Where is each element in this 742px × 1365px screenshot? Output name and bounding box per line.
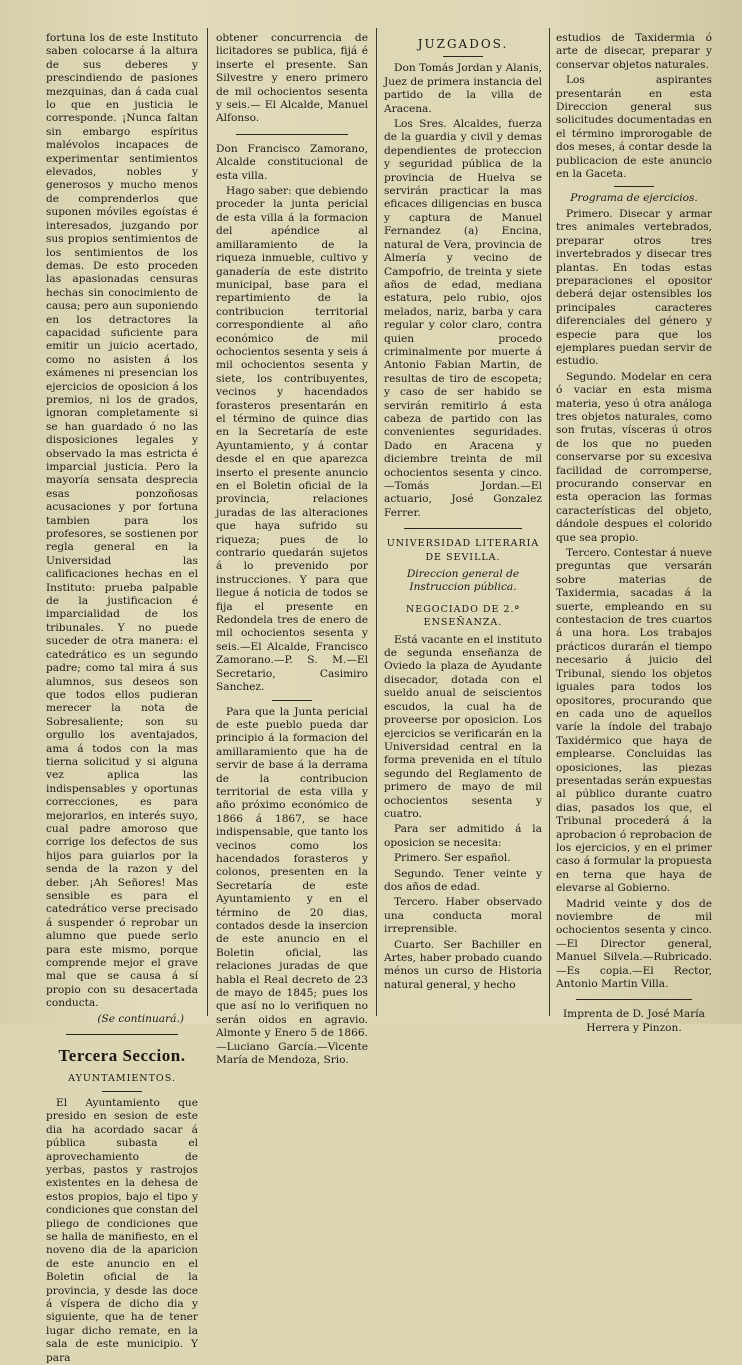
divider xyxy=(614,186,654,187)
column-1 xyxy=(46,32,198,1364)
continuation-note: (Se continuará.) xyxy=(97,1012,184,1025)
requisitos-intro: Para ser admitido á la oposicion se necesita: xyxy=(384,823,542,849)
divider xyxy=(443,56,483,57)
column-2 xyxy=(216,32,368,1067)
programa-heading: Programa de ejercicios. xyxy=(570,192,698,205)
requisito-1: Primero. Ser español. xyxy=(394,852,511,865)
ejercicio-2: Segundo. Modelar en cera ó vaciar en esta misma materia, yeso ú otra análoga tres objetos naturales, como son frutas, vísceras ú otros de los que no pueden conservarse por su excesiva facilidad de corromperse, procurando conservar en esta operacion las formas características del objeto, dándole despues el colorido que sea propio. xyxy=(556,370,712,544)
requisito-2: Segundo. Tener veinte y dos años de edad. xyxy=(384,867,542,893)
ejercicio-3: Tercero. Contestar á nueve preguntas que versarán sobre materias de Taxidermia, sacadas á la suerte, empleando en su contestacion de tres cuartos á una hora. Los trabajos prácticos durarán el tiempo necesario á juicio del Tribunal, siendo los objetos iguales para todos los opositores, procurando que en cada uno de aquellos varíe la índole del trabajo Taxidérmico que haya de emplearse. Concluidas las oposiciones, las piezas presentadas serán expuestas al público durante cuatro dias, pasados los que, el Tribunal procederá á la aprobacion ó reprobacion de los ejercicios, y en el primer caso á formular la propuesta en terna que haya de elevarse al Gobierno. xyxy=(556,547,712,895)
zamorano-header: Don Francisco Zamorano, Alcalde constitucional de esta villa. xyxy=(216,142,368,182)
divider xyxy=(236,134,348,135)
ejercicio-1: Primero. Disecar y armar tres animales vertebrados, preparar otros tres invertebrados y disecar tres plantas. En todas estas preparaciones el opositor deberá dejar ostensibles los principales caracteres diferenciales del género y especie para que los ejemplares puedan servir de estudio. xyxy=(556,207,712,368)
requisito-3: Tercero. Haber observado una conducta moral irreprensible. xyxy=(384,896,542,936)
subasta-notice: El Ayuntamiento que presido en sesion de este dia ha acordado sacar á pública subasta el aprovechamiento de yerbas, pastos y rastrojos existentes en la dehesa de estos propios, bajo el tipo y condiciones que constan del pliego de condiciones que se halla de manifiesto, en el noveno dia de la aparicion de este anuncio en el Boletin oficial de la provincia, y desde las doce á víspera de dicho dia y siguiente, que ha de tener lugar dicho remate, en la sala de este municipio. Y para xyxy=(46,1096,198,1364)
madrid-signoff: Madrid veinte y dos de noviembre de mil ochocientos sesenta y cinco.—El Director general, Manuel Silvela.—Rubricado.—Es copia.—El Rector, Antonio Martin Villa. xyxy=(556,897,712,991)
vacante-notice: Está vacante en el instituto de segunda enseñanza de Oviedo la plaza de Ayudante disecador, dotada con el sueldo anual de seiscientos escudos, la cual ha de proveerse por oposicion. Los ejercicios se verificarán en la Universidad central en la forma prevenida en el título segundo del Reglamento de primero de mayo de mil ochocientos sesenta y cuatro. xyxy=(384,633,542,820)
divider xyxy=(102,1091,142,1092)
section-title: Tercera Seccion. xyxy=(58,1046,186,1066)
column-divider xyxy=(207,28,208,1016)
requisito-4-continued: estudios de Taxidermia ó arte de disecar, preparar y conservar objetos naturales. xyxy=(556,32,712,71)
divider xyxy=(404,528,522,529)
instituto-text-continued: fortuna los de este Instituto saben colocarse á la altura de sus deberes y prescindiendo de pasiones mezquinas, dan á cada cual lo que en justicia le corresponde. ¡Nunca faltan sin embargo espíritus malévolos incapaces de experimentar sentimientos elevados, nobles y generosos y mucho menos de comprenderlos que suponen móviles egoístas é interesados, juzgando por sus propios sentimientos de los sentimientos de los demas. De esto proceden las apasionadas censuras hechas sin conocimiento de causa; pero aun suponiendo en los detractores la capacidad suficiente para emitir un juicio acertado, como no asisten á los exámenes ni presencian los ejercicios de oposicion á los premios, ni los de grados, ignoran completamente si se han guardado ó no las disposiciones legales y observado la mas estricta é imparcial justicia. Pero la mayoría sensata desprecia esas ponzoñosas acusaciones y por fortuna tambien para los profesores, se sostienen por regla general en la Universidad las calificaciones hechas en el Instituto: prueba palpable de la justificacion é imparcialidad de los tribunales. Y no puede suceder de otra manera: el catedrático es un segundo padre; como tal mira á sus alumnos, sus deseos son que todos ellos pudieran merecer la nota de Sobresaliente; son su orgullo los aventajados, ama á todos con la mas tierna solicitud y si alguna vez aplica las indispensables y oportunas correcciones, es para mejorarlos, en interés suyo, cual padre amoroso que corrige los defectos de sus hijos para guiarlos por la senda de la razon y del deber. ¡Ah Señores! Mas sensible es para el catedrático verse precisado á suspender ó reprobar un alumno que puede serlo para este mismo, porque comprende mejor el grave mal que se causa á sí propio con su desacertada conducta. xyxy=(46,32,198,1010)
san-silvestre-notice-end: obtener concurrencia de licitadores se publica, fijá é inserte el presente. San Silvestre y enero primero de mil ochocientos sesenta y seis.— El Alcalde, Manuel Alfonso. xyxy=(216,32,368,125)
divider xyxy=(272,700,312,701)
redondela-notice: Hago saber: que debiendo proceder la junta pericial de esta villa á la formacion del apéndice al amillaramiento de la riqueza inmueble, cultivo y ganadería de este distrito municipal, base para el repartimiento de la contribucion territorial correspondiente al año económico de mil ochocientos sesenta y seis á mil ochocientos sesenta y siete, los contribuyentes, vecinos y hacendados forasteros presentarán en el término de quince dias en la Secretaría de este Ayuntamiento, y á contar desde el en que aparezca inserto el presente anuncio en el Boletin oficial de la provincia, relaciones juradas de las alteraciones que haya sufrido su riqueza; pues de lo contrario quedarán sujetos á lo prevenido por instrucciones. Y para que llegue á noticia de todos se fija el presente en Redondela tres de enero de mil ochocientos sesenta y seis.—El Alcalde, Francisco Zamorano.—P. S. M.—El Secretario, Casimiro Sanchez. xyxy=(216,185,368,694)
juez-header: Don Tomás Jordan y Alanis, Juez de primera instancia del partido de la villa de Aracena. xyxy=(384,62,542,115)
captura-notice: Los Sres. Alcaldes, fuerza de la guardia y civil y demas dependientes de proteccion y seguridad pública de la provincia de Huelva se servirán practicar la mas eficaces diligencias en busca y captura de Manuel Fernandez (a) Encina, natural de Vera, provincia de Almería y vecino de Campofrio, de treinta y siete años de edad, mediana estatura, pelo rubio, ojos melados, nariz, barba y cara regular y color claro, contra quien procedo criminalmente por muerte á Antonio Fabian Martin, de resultas de tiro de escopeta; y caso de ser habido se servirán remitirlo á esta cabeza de partido con las convenientes seguridades. Dado en Aracena y diciembre treinta de mil ochocientos sesenta y cinco.—Tomás Jordan.—El actuario, José Gonzalez Ferrer. xyxy=(384,118,542,519)
column-4 xyxy=(556,32,712,1034)
divider xyxy=(576,999,692,1000)
column-divider xyxy=(549,28,550,1016)
ayuntamientos-heading: AYUNTAMIENTOS. xyxy=(68,1073,176,1085)
aspirantes-notice: Los aspirantes presentarán en esta Direccion general sus solicitudes documentadas en el término improrogable de dos meses, á contar desde la publicacion de este anuncio en la Gaceta. xyxy=(556,74,712,181)
negociado-heading: NEGOCIADO DE 2.ª ENSEÑANZA. xyxy=(405,603,521,629)
universidad-heading: UNIVERSIDAD LITERARIA DE SEVILLA. xyxy=(386,538,540,563)
imprenta-footer: Imprenta de D. José María Herrera y Pinzon. xyxy=(562,1008,705,1034)
almonte-notice: Para que la Junta pericial de este pueblo pueda dar principio á la formacion del amillaramiento que ha de servir de base á la derrama de la contribucion territorial de esta villa y año próximo económico de 1866 á 1867, se hace indispensable, que tanto los vecinos como los hacendados forasteros y colonos, presenten en la Secretaría de este Ayuntamiento y en el término de 20 dias, contados desde la insercion de este anuncio en el Boletin oficial, las relaciones juradas de que habla el Real decreto de 23 de mayo de 1845; pues los que así no lo verifiquen no serán oidos en agravio. Almonte y Enero 5 de 1866.—Luciano García.—Vicente María de Mendoza, Srio. xyxy=(216,705,368,1067)
requisito-4: Cuarto. Ser Bachiller en Artes, haber probado cuando ménos un curso de Historia natural general, y hecho xyxy=(384,938,542,991)
column-divider xyxy=(376,28,377,1016)
direccion-heading: Direccion general de Instruccion pública. xyxy=(406,568,520,594)
divider xyxy=(66,1034,178,1035)
juzgados-heading: JUZGADOS. xyxy=(417,37,509,51)
column-3 xyxy=(384,32,542,1012)
